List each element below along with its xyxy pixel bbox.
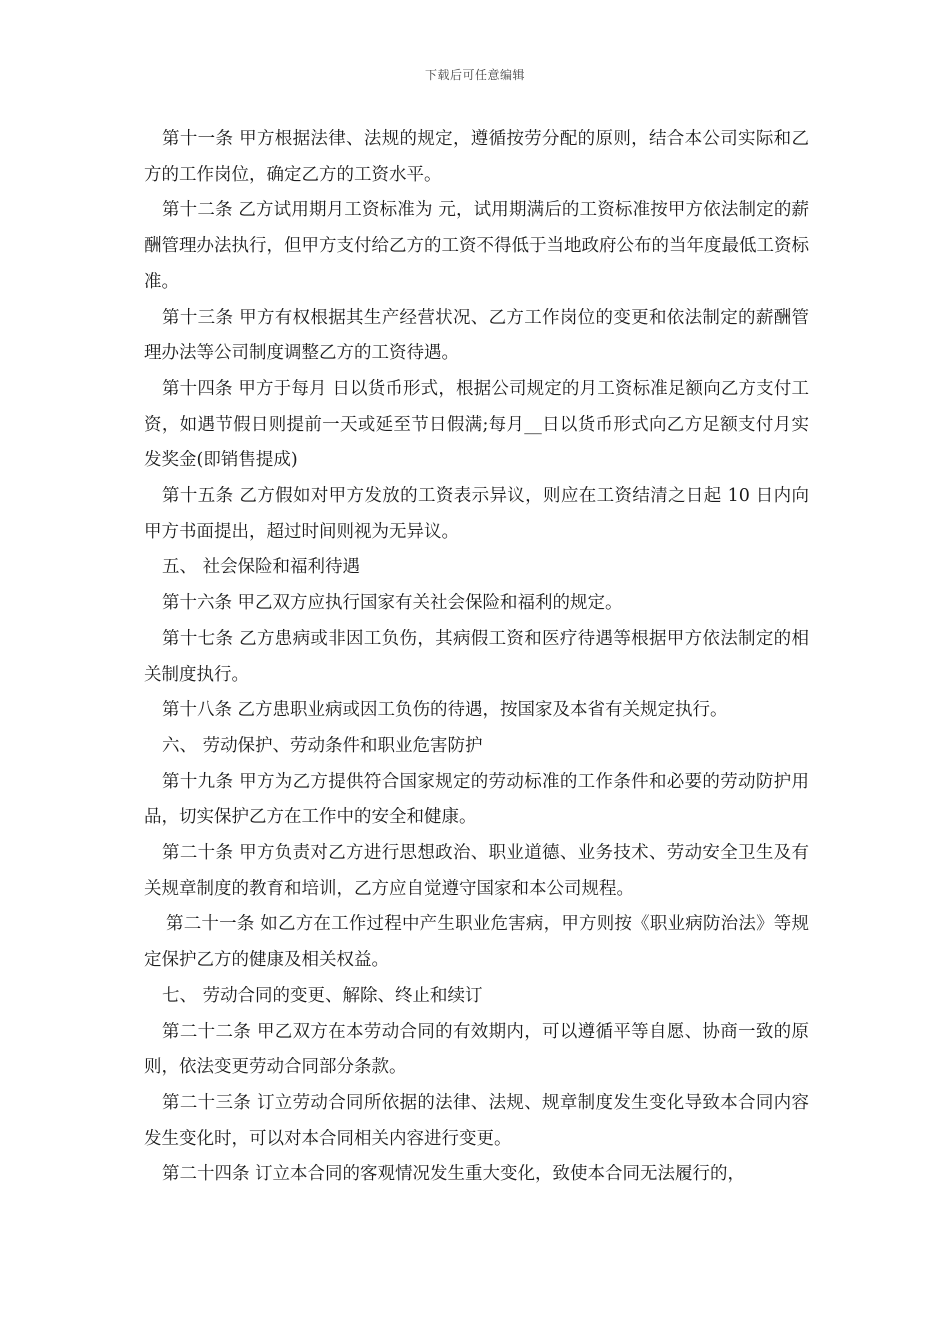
article-24: 第二十四条 订立本合同的客观情况发生重大变化，致使本合同无法履行的， (162, 1164, 746, 1185)
article-14: 第十四条 甲方于每月 日以货币形式，根据公司规定的月工资标准足额向乙方支付工资，如遇节假日则提前一天或延至节日假满;每月__日以货币形式向乙方足额支付月实发奖金(即销售提成) (144, 378, 809, 471)
article-21: 第二十一条 如乙方在工作过程中产生职业危害病，甲方则按《职业病防治法》等规定保护乙方的健康及相关权益。 (144, 914, 809, 971)
article-20: 第二十条 甲方负责对乙方进行思想政治、职业道德、业务技术、劳动安全卫生及有关规章制度的教育和培训，乙方应自觉遵守国家和本公司规程。 (144, 843, 809, 899)
section-heading-5: 五、 社会保险和福利待遇 (162, 557, 361, 578)
article-11: 第十一条 甲方根据法律、法规的规定，遵循按劳分配的原则，结合本公司实际和乙方的工作岗位，确定乙方的工资水平。 (144, 129, 809, 185)
article-12: 第十二条 乙方试用期月工资标准为 元，试用期满后的工资标准按甲方依法制定的薪酬管理办法执行，但甲方支付给乙方的工资不得低于当地政府公布的当年度最低工资标准。 (144, 200, 809, 292)
article-18: 第十八条 乙方患职业病或因工负伤的待遇，按国家及本省有关规定执行。 (162, 700, 728, 721)
page-header: 下载后可任意编辑 (424, 68, 525, 82)
article-13: 第十三条 甲方有权根据其生产经营状况、乙方工作岗位的变更和依法制定的薪酬管理办法等公司制度调整乙方的工资待遇。 (144, 307, 809, 364)
article-22: 第二十二条 甲乙双方在本劳动合同的有效期内，可以遵循平等自愿、协商一致的原则，依法变更劳动合同部分条款。 (144, 1021, 809, 1078)
article-16: 第十六条 甲乙双方应执行国家有关社会保险和福利的规定。 (162, 593, 623, 614)
article-15: 第十五条 乙方假如对甲方发放的工资表示异议，则应在工资结清之日起 10 日内向甲方书面提出，超过时间则视为无异议。 (144, 486, 809, 542)
article-17: 第十七条 乙方患病或非因工负伤，其病假工资和医疗待遇等根据甲方依法制定的相关制度执行。 (144, 628, 809, 685)
article-23: 第二十三条 订立劳动合同所依据的法律、法规、规章制度发生变化导致本合同内容发生变化时，可以对本合同相关内容进行变更。 (144, 1092, 809, 1149)
section-heading-6: 六、 劳动保护、劳动条件和职业危害防护 (162, 735, 483, 756)
article-19: 第十九条 甲方为乙方提供符合国家规定的劳动标准的工作条件和必要的劳动防护用品，切实保护乙方在工作中的安全和健康。 (144, 771, 809, 828)
section-heading-7: 七、 劳动合同的变更、解除、终止和续订 (162, 985, 483, 1006)
document-body (144, 122, 809, 1193)
